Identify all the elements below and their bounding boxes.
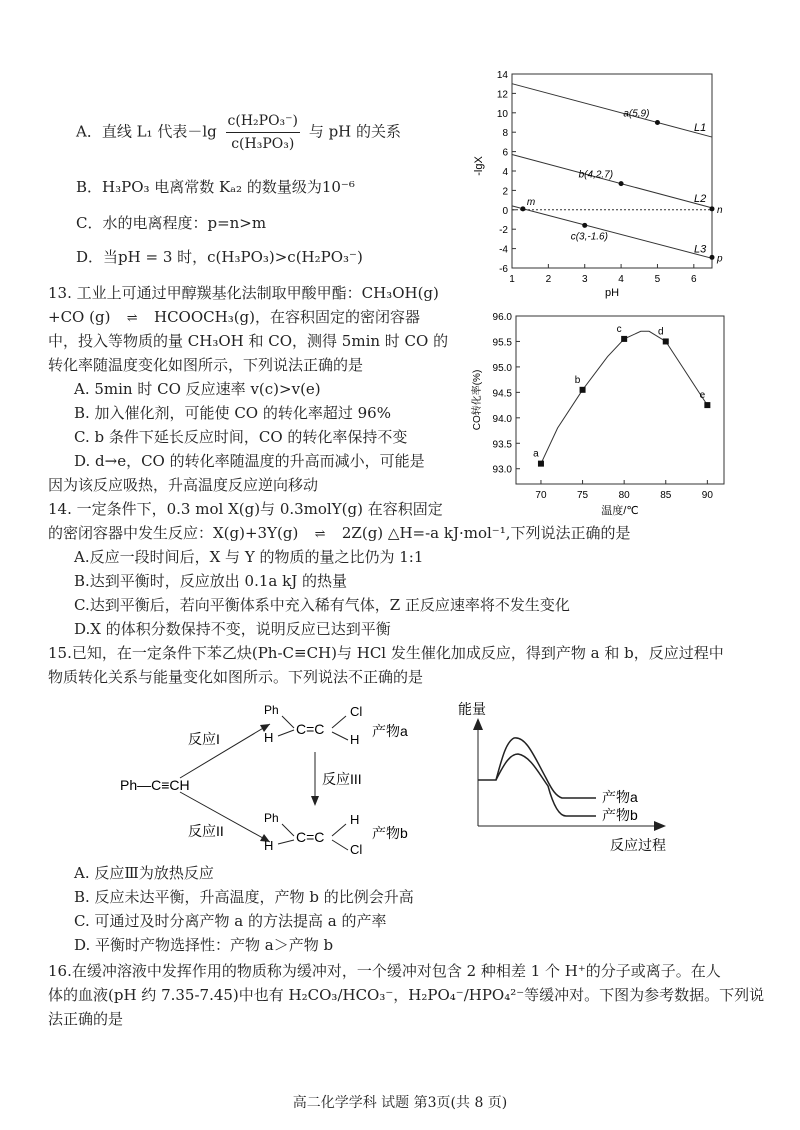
point-label: n xyxy=(717,204,723,216)
q15-option-b: B. 反应未达平衡，升高温度，产物 b 的比例会升高 xyxy=(74,888,414,906)
x-tick-label: 90 xyxy=(701,490,713,501)
point-label: c(3,-1.6) xyxy=(570,231,608,243)
series-label-l2: L2 xyxy=(694,192,707,205)
y-tick-label: -2 xyxy=(499,225,508,237)
y-tick-label: 94.0 xyxy=(492,413,512,425)
q14-line2: 的密闭容器中发生反应：X(g)+3Y(g) ⇌ 2Z(g) △H=-a kJ·mol⁻¹,下列说法正确的是 xyxy=(48,522,631,546)
data-point xyxy=(582,223,587,228)
q12-option-a: A．直线 L₁ 代表－lg $\frac{\text{c(H₂PO₃⁻)}}{\text{c(H₃PO₃)}}$ 与 pH 的关系 xyxy=(76,110,401,155)
product-b-cl: Cl xyxy=(350,842,363,857)
y-tick-label: 96.0 xyxy=(492,312,512,323)
point-label: p xyxy=(717,253,723,265)
y-tick-label: 0 xyxy=(502,205,508,217)
y-tick-label: 8 xyxy=(502,128,508,140)
x-axis-ticks xyxy=(535,480,713,501)
x-tick-label: 80 xyxy=(618,490,630,501)
reaction-ii-label: 反应II xyxy=(188,823,224,839)
q16-line2: 体的血液(pH 约 7.35-7.45)中也有 H₂CO₃/HCO₃⁻，H₂PO₄⁻/HPO₄²⁻等缓冲对。下图为参考数据。下列说 xyxy=(48,986,765,1004)
q15-option-c: C. 可通过及时分离产物 a 的方法提高 a 的产率 xyxy=(74,912,387,930)
point-label: a(5,9) xyxy=(623,108,650,120)
point-label: c xyxy=(616,323,622,335)
q13-option-a: A. 5min 时 CO 反应速率 v(c)>v(e) xyxy=(74,380,321,398)
y-axis-ticks xyxy=(497,70,516,275)
reaction-i-label: 反应I xyxy=(188,731,220,747)
fraction-denominator: c(H₃PO₃) xyxy=(231,136,295,152)
product-b-ph: Ph xyxy=(264,811,279,825)
energy-diagram xyxy=(456,698,706,858)
reaction-iii-label: 反应III xyxy=(322,771,362,787)
product-b-h: H xyxy=(264,838,274,853)
data-point xyxy=(621,336,627,342)
q13-option-c: C. b 条件下延长反应时间，CO 的转化率保持不变 xyxy=(74,428,408,446)
y-tick-label: 94.5 xyxy=(492,388,512,400)
point-label: a xyxy=(533,448,539,460)
pathway-b-curve xyxy=(496,754,596,816)
data-point xyxy=(520,206,525,211)
data-point xyxy=(580,387,586,393)
q14-option-b: B.达到平衡时，反应放出 0.1a kJ 的热量 xyxy=(74,572,347,590)
series-line-l3 xyxy=(512,206,712,258)
equilibrium-arrow-icon: ⇌ xyxy=(314,527,326,542)
q12-option-c: C．水的电离程度：p=n>m xyxy=(76,214,267,232)
q16-line3: 法正确的是 xyxy=(48,1010,124,1028)
arrowhead-icon xyxy=(654,821,666,831)
reactant-phenylacetylene: Ph—C≡CH xyxy=(120,777,190,793)
energy-product-a-label: 产物a xyxy=(602,789,638,805)
series-label-l3: L3 xyxy=(694,243,707,256)
x-tick-label: 85 xyxy=(660,490,672,501)
energy-axis-label: 能量 xyxy=(458,701,486,717)
q14-option-d: D.X 的体积分数保持不变，说明反应已达到平衡 xyxy=(74,620,391,638)
pathway-a-curve xyxy=(478,738,596,798)
series-line-l1 xyxy=(512,84,712,137)
conversion-curve xyxy=(541,331,707,463)
point-label: d xyxy=(657,326,664,338)
q16-line1: 16.在缓冲溶液中发挥作用的物质称为缓冲对，一个缓冲对包含 2 种相差 1 个 H⁺的分子或离子。在人 xyxy=(48,962,721,980)
y-axis-label: CO转化率(%) xyxy=(472,369,483,431)
q13-option-d-line1: D. d→e，CO 的转化率随温度的升高而减小，可能是 xyxy=(74,452,425,470)
y-tick-label: 2 xyxy=(502,186,508,198)
product-b-label: 产物b xyxy=(372,825,408,841)
y-axis-label: -lgX xyxy=(473,156,485,176)
progress-axis-label: 反应过程 xyxy=(610,837,666,853)
data-point xyxy=(710,255,715,260)
q15-line2: 物质转化关系与能量变化如图所示。下列说法不正确的是 xyxy=(48,668,424,686)
q13-line1: 13. 工业上可通过甲醇羰基化法制取甲酸甲酯：CH₃OH(g) xyxy=(48,284,439,302)
page-footer: 高二化学学科 试题 第3页(共 8 页) xyxy=(292,1095,508,1111)
x-axis-label: pH xyxy=(604,287,620,299)
y-tick-label: 93.5 xyxy=(492,439,512,451)
q14-line1: 14. 一定条件下，0.3 mol X(g)与 0.3molY(g) 在容积固定 xyxy=(48,500,443,518)
data-points xyxy=(533,324,710,467)
x-tick-label: 2 xyxy=(545,274,552,285)
y-tick-label: -4 xyxy=(499,244,508,256)
y-tick-label: 95.5 xyxy=(492,337,512,349)
product-a-label: 产物a xyxy=(372,723,408,739)
q12-option-d: D．当pH = 3 时，c(H₃PO₃)>c(H₂PO₃⁻) xyxy=(76,248,363,266)
q15-option-d: D. 平衡时产物选择性：产物 a＞产物 b xyxy=(74,936,334,954)
product-a-cl: Cl xyxy=(350,704,363,719)
x-tick-label: 70 xyxy=(535,490,547,501)
x-tick-label: 5 xyxy=(654,274,661,285)
q14-option-a: A.反应一段时间后，X 与 Y 的物质的量之比仍为 1:1 xyxy=(74,548,424,566)
y-tick-label: 93.0 xyxy=(492,464,512,476)
x-tick-label: 1 xyxy=(509,274,515,285)
arrowhead-icon xyxy=(311,796,319,806)
chart-lgx-ph xyxy=(470,66,730,304)
series-label-l1: L1 xyxy=(694,122,707,135)
equilibrium-arrow-icon: ⇌ xyxy=(126,311,138,326)
product-a-h2: H xyxy=(350,732,360,747)
q13-line4: 转化率随温度变化如图所示，下列说法正确的是 xyxy=(48,356,364,374)
y-tick-label: 14 xyxy=(496,70,508,81)
data-point xyxy=(538,461,544,467)
data-point xyxy=(663,338,669,344)
q15-option-a: A. 反应Ⅲ为放热反应 xyxy=(74,864,214,882)
arrowhead-icon xyxy=(473,718,483,730)
product-b-double-bond: C=C xyxy=(296,829,325,845)
x-axis-label: 温度/℃ xyxy=(601,505,639,517)
q13-line3: 中，投入等物质的量 CH₃OH 和 CO，测得 5min 时 CO 的 xyxy=(48,332,449,350)
q13-line2: +CO (g) ⇌ HCOOCH₃(g)，在容积固定的密闭容器 xyxy=(48,306,420,330)
x-tick-label: 6 xyxy=(691,274,697,285)
product-a-h: H xyxy=(264,730,274,745)
reaction-scheme xyxy=(110,694,450,864)
point-label: e xyxy=(699,390,706,402)
q14-option-c: C.达到平衡后，若向平衡体系中充入稀有气体，Z 正反应速率将不发生变化 xyxy=(74,596,570,614)
product-b-h2: H xyxy=(350,812,360,827)
point-label: b xyxy=(574,374,581,386)
product-a-double-bond: C=C xyxy=(296,721,325,737)
data-point xyxy=(619,181,624,186)
x-tick-label: 75 xyxy=(576,490,589,501)
x-tick-label: 4 xyxy=(618,274,624,285)
data-point xyxy=(655,120,660,125)
y-tick-label: 12 xyxy=(496,89,508,101)
q13-option-b: B. 加入催化剂，可能使 CO 的转化率超过 96% xyxy=(74,404,391,422)
data-point xyxy=(710,206,715,211)
chart-co-conversion xyxy=(468,306,740,522)
q13-option-d-line2: 因为该反应吸热，升高温度反应逆向移动 xyxy=(48,476,319,494)
q15-line1: 15.已知，在一定条件下苯乙炔(Ph-C≡CH)与 HCl 发生催化加成反应，得到产物 a 和 b，反应过程中 xyxy=(48,644,724,662)
fraction-numerator: c(H₂PO₃⁻) xyxy=(226,110,301,133)
point-label: m xyxy=(526,196,536,208)
data-point xyxy=(704,402,710,408)
series-line-l2 xyxy=(512,155,712,208)
y-tick-label: 10 xyxy=(496,108,508,120)
y-tick-label: 95.0 xyxy=(492,362,512,374)
x-tick-label: 3 xyxy=(581,274,588,285)
product-a-ph: Ph xyxy=(264,703,279,717)
plot-frame xyxy=(516,316,724,484)
energy-product-b-label: 产物b xyxy=(602,807,638,823)
q12-option-b: B．H₃PO₃ 电离常数 Kₐ₂ 的数量级为10⁻⁶ xyxy=(76,178,355,196)
y-tick-label: 4 xyxy=(502,167,508,178)
point-label: b(4,2.7) xyxy=(578,169,614,181)
y-tick-label: -6 xyxy=(499,264,508,275)
y-tick-label: 6 xyxy=(502,147,508,159)
x-axis-ticks xyxy=(509,264,697,285)
